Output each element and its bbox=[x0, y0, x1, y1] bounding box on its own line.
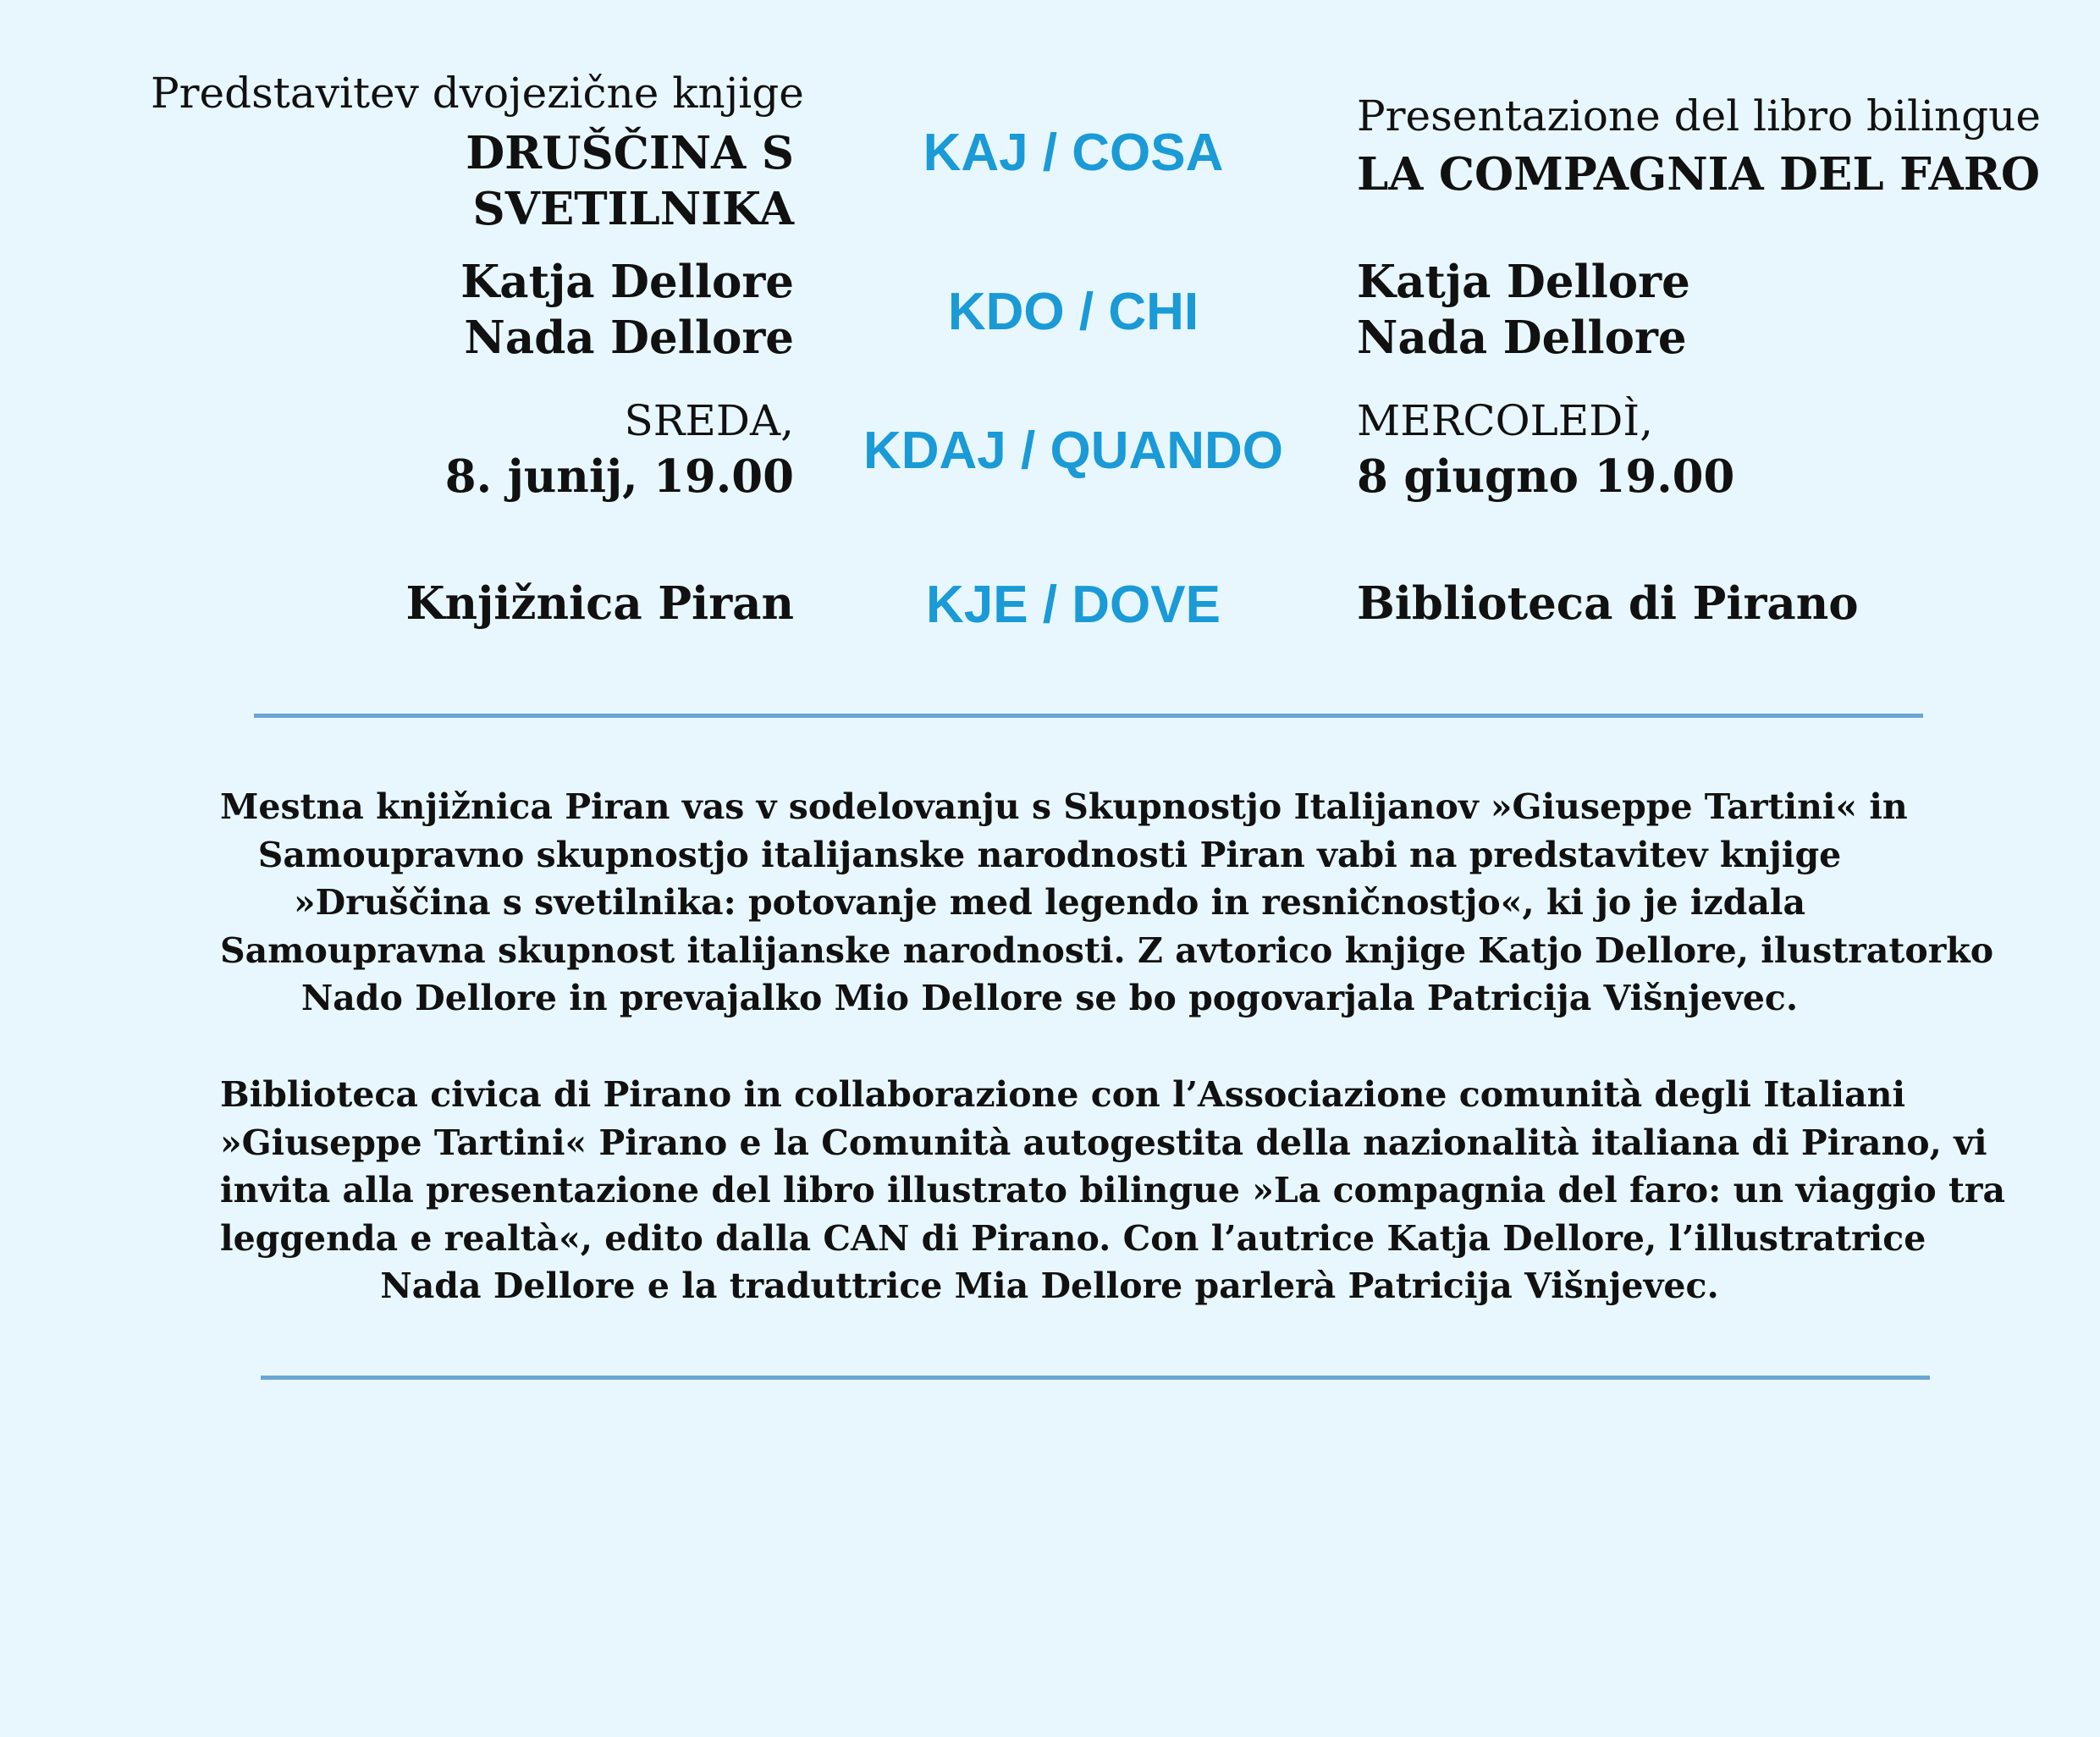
when-slovenian bbox=[151, 394, 794, 505]
illustrator-name-sl: Nada Dellore bbox=[464, 312, 794, 365]
description-it-line: invita alla presentazione del libro illustrato bilingue »La compagnia del faro: un viaggio tra bbox=[220, 1170, 2006, 1211]
book-presentation-subtitle-it: Presentazione del libro bilingue bbox=[1357, 91, 2041, 141]
author-name-it: Katja Dellore bbox=[1357, 256, 1690, 308]
book-title-sl-line1: DRUŠČINA S bbox=[466, 127, 794, 179]
venue-it: Biblioteca di Pirano bbox=[1357, 577, 1859, 630]
author-name-sl: Katja Dellore bbox=[460, 256, 794, 308]
who-italian bbox=[1357, 254, 2085, 367]
description-it-line: »Giuseppe Tartini« Pirano e la Comunità autogestita della nazionalità italiana di Pirano, vi bbox=[220, 1122, 1987, 1163]
when-italian bbox=[1357, 394, 2085, 505]
top-divider bbox=[254, 714, 1923, 718]
description-it-line: leggenda e realtà«, edito dalla CAN di Pirano. Con l’autrice Katja Dellore, l’illustratrice bbox=[220, 1217, 1926, 1259]
description-italian bbox=[220, 1071, 2006, 1310]
description-sl-line: Samoupravna skupnost italijanske narodnosti. Z avtorico knjige Katjo Dellore, ilustratorko bbox=[220, 929, 1994, 971]
description-sl-line: Samoupravno skupnostjo italijanske narodnosti Piran vabi na predstavitev knjige bbox=[257, 834, 1842, 875]
event-day-it: MERCOLEDÌ, bbox=[1357, 396, 1654, 445]
illustrator-name-it: Nada Dellore bbox=[1357, 312, 1687, 365]
book-title-sl-line2: SVETILNIKA bbox=[472, 183, 794, 236]
event-date-sl: 8. junij, 19.00 bbox=[444, 450, 794, 503]
label-what: KAJ / COSA bbox=[923, 124, 1224, 182]
event-day-sl: SREDA, bbox=[624, 396, 794, 445]
what-slovenian bbox=[151, 68, 804, 238]
description-sl-line: Nado Dellore in prevajalko Mio Dellore se bo pogovarjala Patricija Višnjevec. bbox=[300, 978, 1799, 1019]
bottom-divider bbox=[261, 1376, 1930, 1380]
what-italian bbox=[1357, 91, 2085, 202]
description-sl-line: »Druščina s svetilnika: potovanje med legendo in resničnostjo«, ki jo je izdala bbox=[293, 882, 1806, 924]
where-slovenian bbox=[151, 576, 794, 631]
description-it-line: Biblioteca civica di Pirano in collaborazione con l’Associazione comunità degli Italiani bbox=[220, 1074, 1906, 1115]
who-slovenian bbox=[151, 254, 794, 367]
label-where: KJE / DOVE bbox=[926, 576, 1221, 634]
description-it-line: Nada Dellore e la traduttrice Mia Dellore parlerà Patricija Višnjevec. bbox=[380, 1266, 1719, 1307]
venue-sl: Knjižnica Piran bbox=[405, 577, 794, 630]
label-who: KDO / CHI bbox=[947, 283, 1199, 341]
book-title-it: LA COMPAGNIA DEL FARO bbox=[1357, 148, 2040, 201]
event-date-it: 8 giugno 19.00 bbox=[1357, 450, 1735, 503]
description-slovenian bbox=[220, 783, 1994, 1023]
book-presentation-subtitle-sl: Predstavitev dvojezične knjige bbox=[151, 69, 804, 118]
description-sl-line: Mestna knjižnica Piran vas v sodelovanju s Skupnostjo Italijanov »Giuseppe Tartini« in bbox=[220, 786, 1908, 827]
label-when: KDAJ / QUANDO bbox=[863, 422, 1284, 480]
where-italian bbox=[1357, 576, 2085, 631]
